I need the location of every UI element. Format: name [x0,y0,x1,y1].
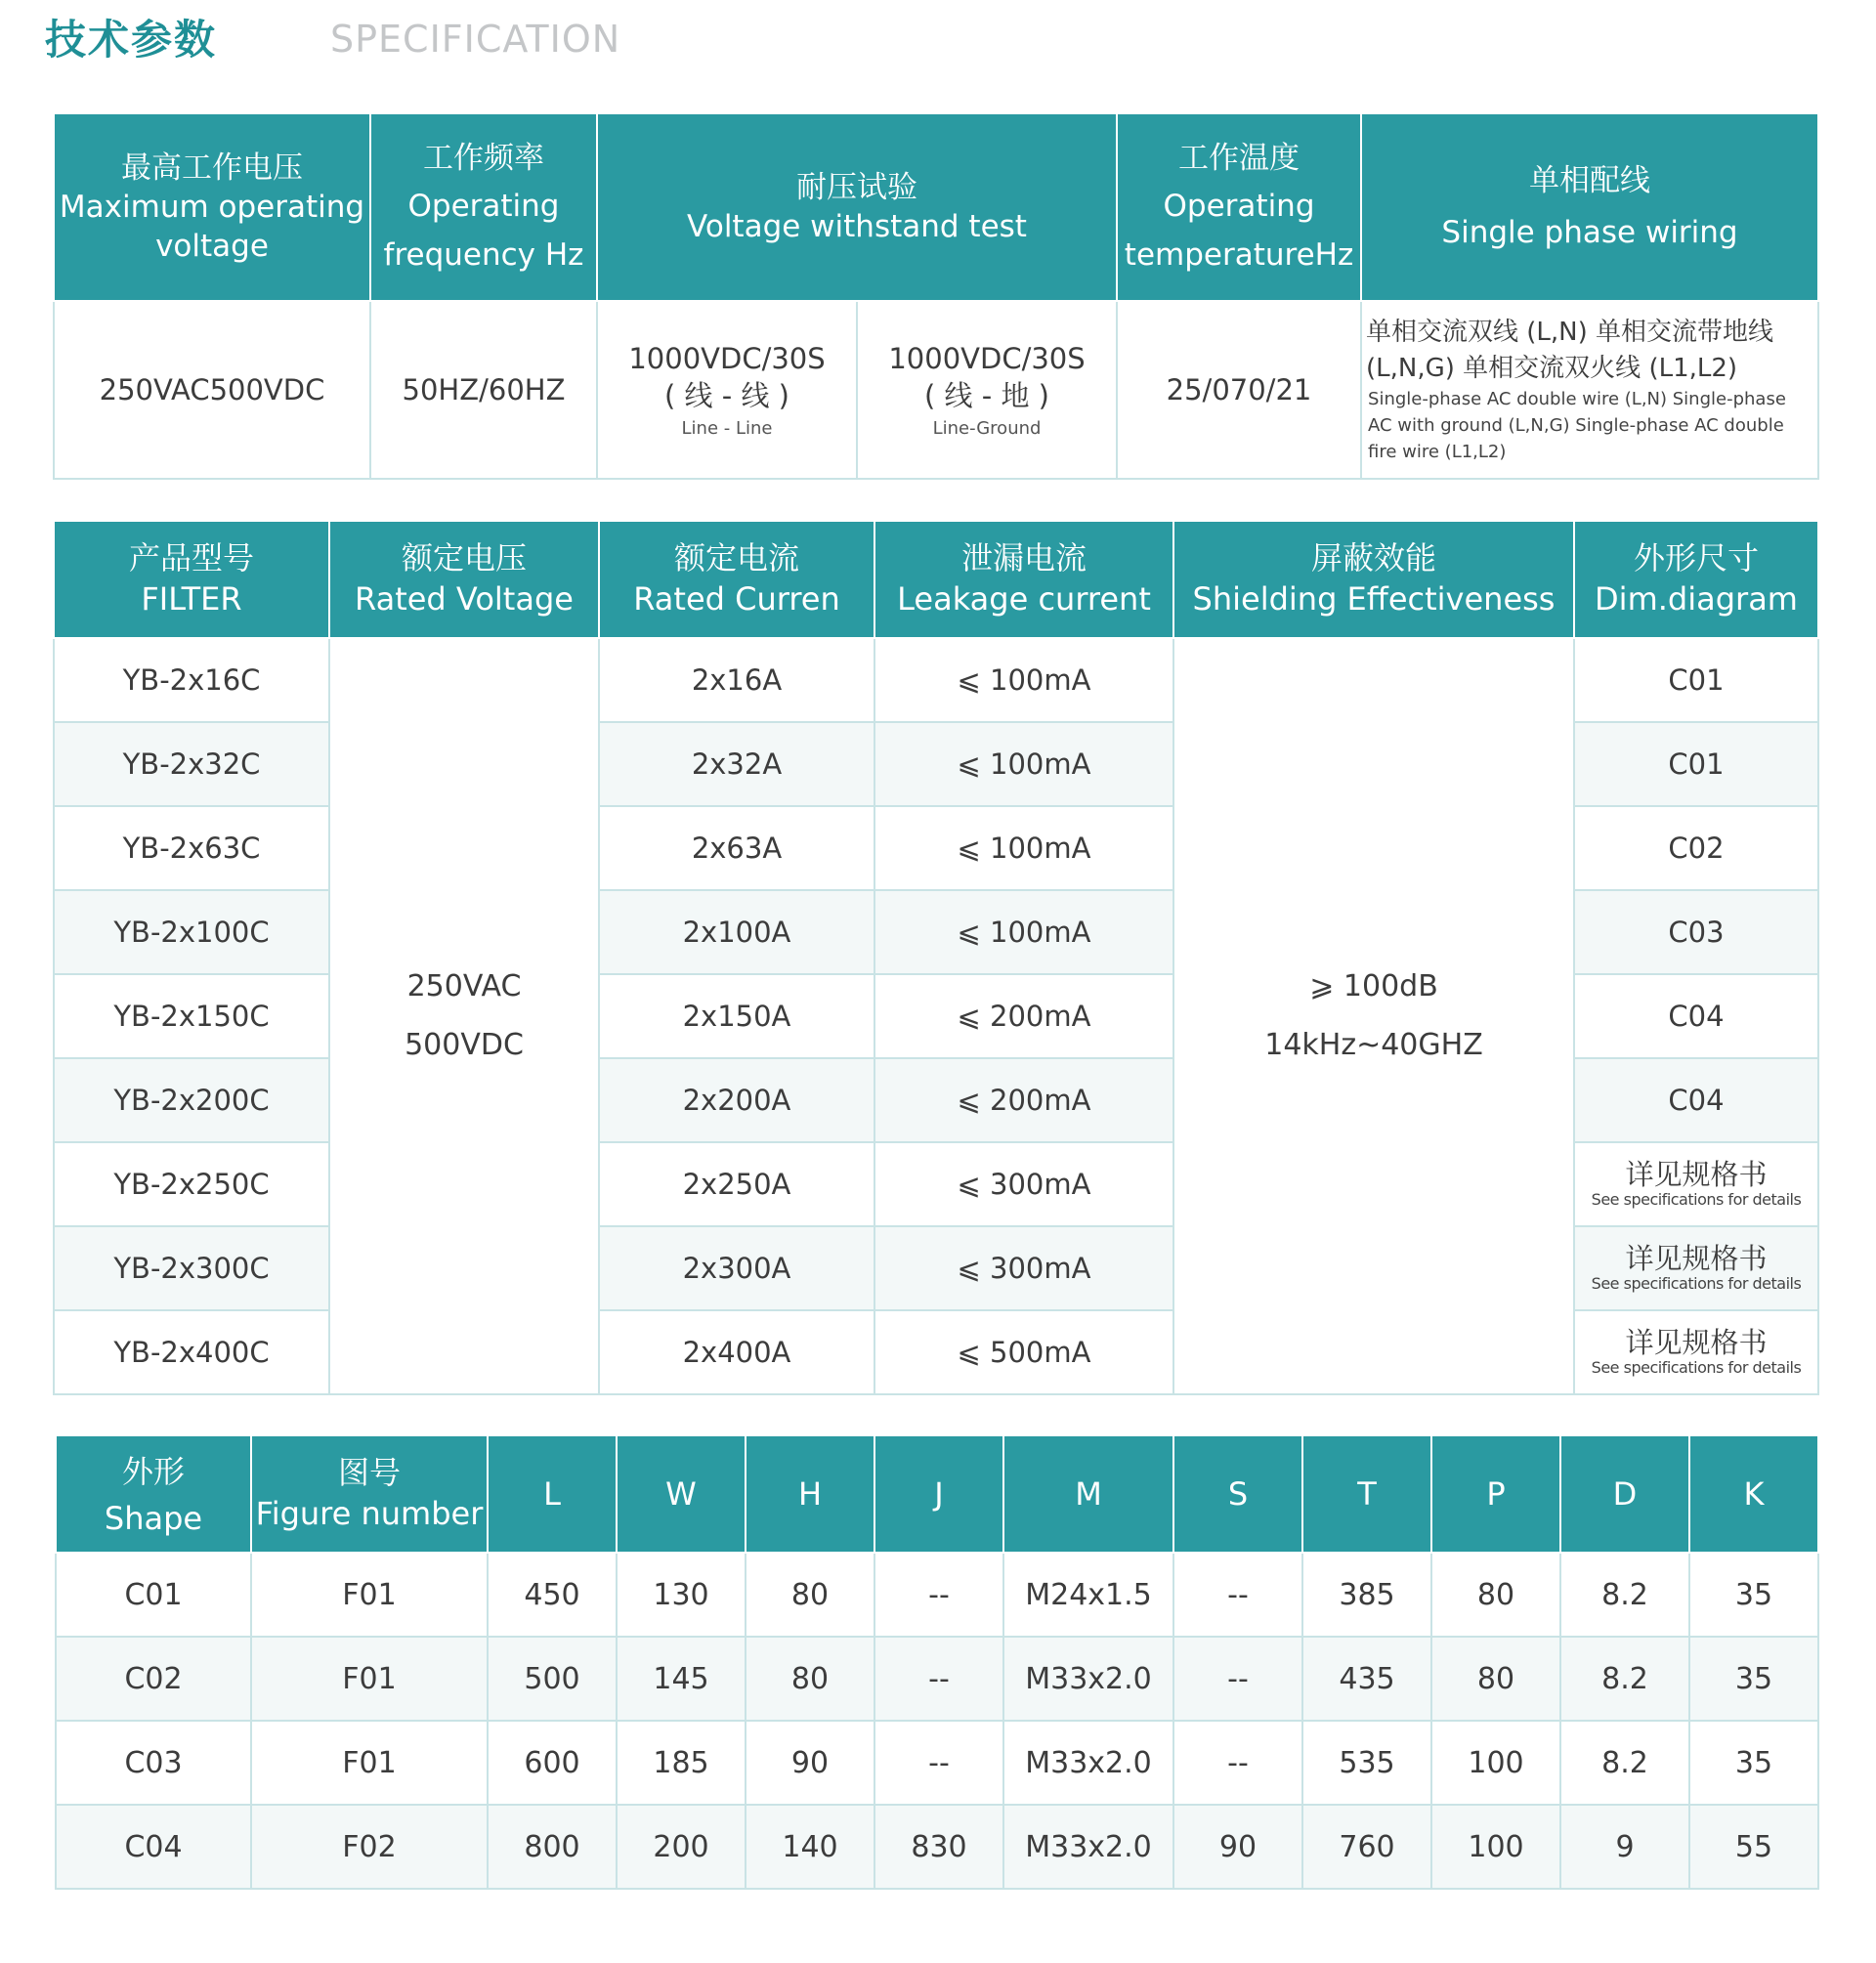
k-cell: 35 [1689,1637,1818,1721]
model-cell: YB-2x32C [54,722,329,806]
k-cell: 35 [1689,1721,1818,1805]
h-cell: 140 [746,1805,874,1889]
header-leakage [874,521,1173,638]
test-cn: ( 线 - 线 ) [664,378,789,412]
header-max-voltage [54,113,370,301]
shape-cell: C01 [56,1553,251,1637]
leakage-cell: ⩽ 100mA [874,722,1173,806]
test-value: 1000VDC/30S [888,341,1086,375]
filter-header-row [54,521,1818,638]
withstand-line-line [597,301,857,479]
m-cell: M33x2.0 [1003,1721,1173,1805]
header-cn: 工作温度 [1178,140,1300,176]
dim-cell: C04 [1574,1058,1818,1142]
d-cell: 8.2 [1560,1637,1689,1721]
temperature-value: 25/070/21 [1117,301,1361,479]
l-cell: 450 [488,1553,617,1637]
j-cell: -- [874,1553,1003,1637]
dim-cell: C03 [1574,890,1818,974]
s-cell: -- [1173,1637,1302,1721]
detail-en: See specifications for details [1591,1274,1802,1294]
header-en: FILTER [141,580,242,618]
t-cell: 435 [1302,1637,1431,1721]
leakage-cell: ⩽ 200mA [874,974,1173,1058]
header-en: Maximum operating voltage [59,189,365,265]
detail-cn: 详见规格书 [1625,1241,1768,1275]
shielding-db: ⩾ 100dB [1309,969,1438,1003]
test-value: 1000VDC/30S [628,341,826,375]
header-frequency [370,113,597,301]
header-cn: 耐压试验 [796,169,917,205]
figure-cell: F01 [251,1553,488,1637]
dim-cell: C01 [1574,638,1818,722]
k-cell: 55 [1689,1805,1818,1889]
current-cell: 2x63A [599,806,874,890]
filter-models-table [53,520,1819,1395]
d-cell: 8.2 [1560,1553,1689,1637]
header-cn: 泄漏电流 [960,539,1087,577]
header-shielding [1173,521,1574,638]
m-cell: M33x2.0 [1003,1637,1173,1721]
parameters-value-row [54,301,1818,479]
j-cell: -- [874,1721,1003,1805]
model-cell: YB-2x63C [54,806,329,890]
p-cell: 80 [1431,1553,1560,1637]
header-j: J [874,1435,1003,1553]
current-cell: 2x300A [599,1226,874,1310]
header-en: Operating [1163,189,1315,225]
header-k: K [1689,1435,1818,1553]
header-m: M [1003,1435,1173,1553]
w-cell: 200 [617,1805,746,1889]
current-cell: 2x400A [599,1310,874,1394]
header-temperature [1117,113,1361,301]
dim-cell: C01 [1574,722,1818,806]
s-cell: 90 [1173,1805,1302,1889]
header-wiring [1361,113,1818,301]
header-en: Dim.diagram [1595,580,1798,618]
dim-cell: C04 [1574,974,1818,1058]
shielding-range: 14kHz~40GHZ [1264,1028,1483,1062]
model-cell: YB-2x200C [54,1058,329,1142]
l-cell: 500 [488,1637,617,1721]
rated-voltage-ac: 250VAC [406,969,522,1003]
header-cn: 屏蔽效能 [1310,539,1436,577]
wiring-cn: 单相交流双线 (L,N) 单相交流带地线 (L,N,G) 单相交流双火线 (L1,L2) [1366,318,1774,383]
table-row [54,638,1818,722]
s-cell: -- [1173,1553,1302,1637]
header-l: L [488,1435,617,1553]
j-cell: -- [874,1637,1003,1721]
table-row [56,1637,1818,1721]
current-cell: 2x150A [599,974,874,1058]
leakage-cell: ⩽ 100mA [874,806,1173,890]
wiring-en: Single-phase AC double wire (L,N) Single-phase AC with ground (L,N,G) Single-phase AC double fire wire (L1,L2) [1368,388,1786,462]
leakage-cell: ⩽ 100mA [874,638,1173,722]
header-d: D [1560,1435,1689,1553]
model-cell: YB-2x16C [54,638,329,722]
detail-cn: 详见规格书 [1625,1325,1768,1359]
w-cell: 130 [617,1553,746,1637]
t-cell: 535 [1302,1721,1431,1805]
h-cell: 80 [746,1637,874,1721]
header-cn: 图号 [337,1454,401,1492]
header-t: T [1302,1435,1431,1553]
header-en: frequency Hz [383,236,584,273]
k-cell: 35 [1689,1553,1818,1637]
detail-cn: 详见规格书 [1625,1157,1768,1191]
l-cell: 800 [488,1805,617,1889]
header-shape [56,1435,251,1553]
header-rated-voltage [329,521,599,638]
w-cell: 185 [617,1721,746,1805]
m-cell: M24x1.5 [1003,1553,1173,1637]
header-en: Leakage current [897,580,1151,618]
current-cell: 2x16A [599,638,874,722]
s-cell: -- [1173,1721,1302,1805]
leakage-cell: ⩽ 500mA [874,1310,1173,1394]
leakage-cell: ⩽ 300mA [874,1226,1173,1310]
figure-cell: F01 [251,1721,488,1805]
shape-cell: C04 [56,1805,251,1889]
header-en: Figure number [255,1495,484,1532]
frequency-value: 50HZ/60HZ [370,301,597,479]
leakage-cell: ⩽ 100mA [874,890,1173,974]
test-en: Line - Line [681,418,773,440]
header-cn: 外形 [121,1453,185,1490]
dim-cell [1574,1226,1818,1310]
w-cell: 145 [617,1637,746,1721]
header-rated-current [599,521,874,638]
dim-cell [1574,1310,1818,1394]
parameters-table [53,112,1819,480]
header-cn: 单相配线 [1529,163,1651,199]
model-cell: YB-2x100C [54,890,329,974]
detail-en: See specifications for details [1591,1358,1802,1378]
h-cell: 90 [746,1721,874,1805]
table-row [56,1805,1818,1889]
l-cell: 600 [488,1721,617,1805]
header-p: P [1431,1435,1560,1553]
shape-cell: C02 [56,1637,251,1721]
header-cn: 工作频率 [423,140,544,176]
dimensions-header-row [56,1435,1818,1553]
header-cn: 最高工作电压 [121,149,303,186]
d-cell: 9 [1560,1805,1689,1889]
m-cell: M33x2.0 [1003,1805,1173,1889]
rated-voltage-dc: 500VDC [405,1028,524,1062]
figure-cell: F02 [251,1805,488,1889]
p-cell: 100 [1431,1721,1560,1805]
header-figure [251,1435,488,1553]
header-cn: 额定电压 [401,539,527,577]
j-cell: 830 [874,1805,1003,1889]
dim-cell [1574,1142,1818,1226]
dim-cell: C02 [1574,806,1818,890]
leakage-cell: ⩽ 300mA [874,1142,1173,1226]
t-cell: 385 [1302,1553,1431,1637]
table-row [56,1721,1818,1805]
current-cell: 2x100A [599,890,874,974]
p-cell: 100 [1431,1805,1560,1889]
header-s: S [1173,1435,1302,1553]
dimensions-table [55,1434,1819,1890]
header-cn: 额定电流 [673,539,799,577]
header-dim [1574,521,1818,638]
header-en: Shielding Effectiveness [1192,580,1556,618]
shape-cell: C03 [56,1721,251,1805]
page-subtitle: SPECIFICATION [330,18,621,61]
header-en: Shape [104,1500,203,1538]
current-cell: 2x32A [599,722,874,806]
header-cn: 产品型号 [128,539,254,577]
test-en: Line-Ground [932,418,1042,440]
header-w: W [617,1435,746,1553]
header-cn: 外形尺寸 [1633,539,1759,577]
model-cell: YB-2x300C [54,1226,329,1310]
header-filter [54,521,329,638]
header-en: Rated Voltage [355,580,574,618]
model-cell: YB-2x250C [54,1142,329,1226]
header-en: Voltage withstand test [687,209,1027,244]
wiring-value [1361,301,1818,479]
header-en: temperatureHz [1124,236,1354,273]
p-cell: 80 [1431,1637,1560,1721]
figure-cell: F01 [251,1637,488,1721]
model-cell: YB-2x400C [54,1310,329,1394]
page-title: 技术参数 [45,16,218,64]
rated-voltage-cell [329,638,599,1394]
d-cell: 8.2 [1560,1721,1689,1805]
current-cell: 2x200A [599,1058,874,1142]
header-withstand-test [597,113,1117,301]
parameters-header-row [54,113,1818,301]
withstand-line-ground [857,301,1117,479]
detail-en: See specifications for details [1591,1190,1802,1210]
test-cn: ( 线 - 地 ) [924,378,1049,412]
shielding-cell [1173,638,1574,1394]
leakage-cell: ⩽ 200mA [874,1058,1173,1142]
header-h: H [746,1435,874,1553]
header-en: Rated Curren [633,580,840,618]
table-row [56,1553,1818,1637]
header-en: Operating [407,189,560,225]
header-en: Single phase wiring [1441,215,1738,250]
h-cell: 80 [746,1553,874,1637]
model-cell: YB-2x150C [54,974,329,1058]
max-voltage-value: 250VAC500VDC [54,301,370,479]
t-cell: 760 [1302,1805,1431,1889]
current-cell: 2x250A [599,1142,874,1226]
